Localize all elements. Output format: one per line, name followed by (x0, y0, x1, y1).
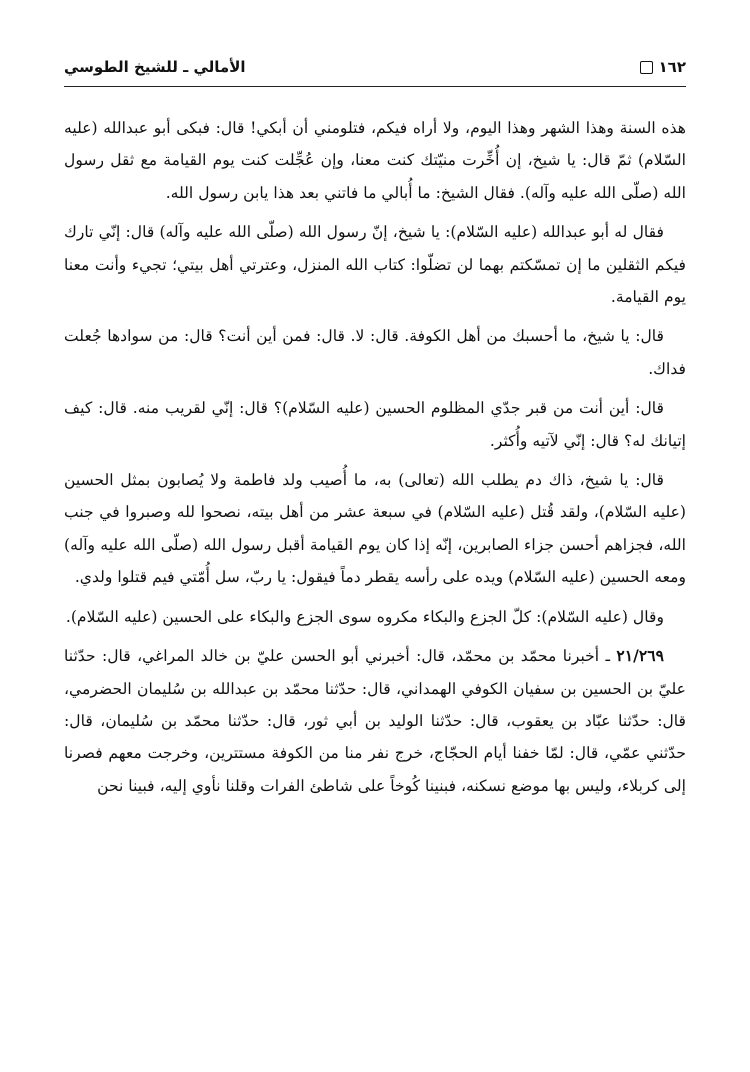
book-title: الأمالي ـ للشيخ الطوسي (64, 58, 246, 76)
page-number-block (640, 58, 686, 76)
square-box-icon (640, 61, 653, 74)
body-text (64, 112, 686, 809)
paragraph-6: وقال (عليه السّلام): كلّ الجزع والبكاء مكروه سوى الجزع والبكاء على الحسين (عليه السّلام). (65, 607, 664, 626)
document-page (64, 0, 686, 1072)
paragraph-2: فقال له أبو عبدالله (عليه السّلام): يا شيخ، إنّ رسول الله (صلّى الله عليه وآله) قال: إنّي تارك فيكم الثقلين ما إن تمسّكتم بهما لن تضلّوا: كتاب الله المنزل، وعترتي أهل بيتي؛ تجيء وأنت معنا يوم القيامة. (64, 223, 686, 307)
hadith-text: ـ أخبرنا محمّد بن محمّد، قال: أخبرني أبو الحسن عليّ بن خالد المراغي، قال: حدّثنا عليّ بن الحسين بن سفيان الكوفي الهمداني، قال: حدّثنا محمّد بن عبدالله بن سُليمان الحضرمي، قال: حدّثنا عبّاد بن يعقوب، قال: حدّثنا الوليد بن أبي ثور، قال: حدّثنا محمّد بن سُليمان، قال: حدّثني عمّي، قال: لمّا خفنا أيام الحجّاج، خرج نفر منا من الكوفة مستترين، وخرجت معهم فصرنا إلى كربلاء، وليس بها موضع نسكنه، فبنينا كُوخاً على شاطئ الفرات وقلنا نأوي إليه، فبينا نحن (64, 647, 686, 795)
page-number: ١٦٢ (658, 58, 686, 76)
paragraph-5: قال: يا شيخ، ذاك دم يطلب الله (تعالى) به، ما أُصيب ولد فاطمة ولا يُصابون بمثل الحسين (عليه السّلام)، ولقد قُتل (عليه السّلام) في سبعة عشر من أهل بيته، نصحوا لله وصبروا في جنب الله، فجزاهم أحسن جزاء الصابرين، إنّه إذا كان يوم القيامة أقبل رسول الله (صلّى الله عليه وآله) ومعه الحسين (عليه السّلام) ويده على رأسه يقطر دماً فيقول: يا ربّ، سل أُمّتي فيم قتلوا ولدي. (64, 471, 686, 587)
paragraph-3: قال: يا شيخ، ما أحسبك من أهل الكوفة. قال: لا. قال: فمن أين أنت؟ قال: من سوادها جُعلت فداك. (64, 327, 686, 378)
paragraph-7-hadith (64, 640, 686, 802)
paragraph-4: قال: أين أنت من قبر جدّي المظلوم الحسين (عليه السّلام)؟ قال: إنّي لقريب منه. قال: كيف إتيانك له؟ قال: إنّي لآتيه وأُكثر. (64, 399, 686, 450)
paragraph-1: هذه السنة وهذا الشهر وهذا اليوم، ولا أراه فيكم، فتلومني أن أبكي! قال: فبكى أبو عبدالله (عليه السّلام) ثمّ قال: يا شيخ، إن أُخِّرت منيّتك كنت معنا، وإن عُجِّلت كنت يوم القيامة مع ثقل رسول الله (صلّى الله عليه وآله). فقال الشيخ: ما أُبالي ما فاتني بعد هذا يابن رسول الله. (64, 119, 686, 202)
hadith-number: ٢١/٢٦٩ (616, 646, 664, 666)
running-header (64, 56, 686, 87)
